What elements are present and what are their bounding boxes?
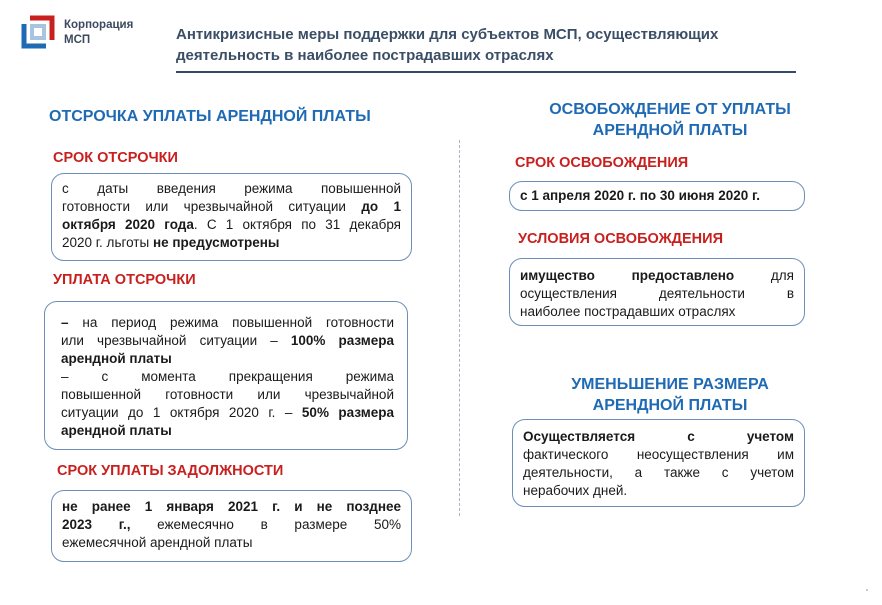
right-section-title xyxy=(520,99,820,141)
deferral-payment-box xyxy=(44,301,408,450)
deferral-payment-heading: УПЛАТА ОТСРОЧКИ xyxy=(53,272,196,288)
exemption-conditions-line: имущество предоставлено для xyxy=(520,268,794,283)
exemption-period-heading: СРОК ОСВОБОЖДЕНИЯ xyxy=(515,155,689,171)
page-title xyxy=(176,24,816,66)
right-section-title-line2: АРЕНДНОЙ ПЛАТЫ xyxy=(592,122,748,139)
reduction-line: фактического неосуществления им xyxy=(523,447,794,462)
logo xyxy=(20,12,170,56)
reduction-section-title-line1: УМЕНЬШЕНИЕ РАЗМЕРА xyxy=(571,376,769,393)
exemption-period-box xyxy=(509,181,805,211)
deferral-payment-line: повышенной готовности или чрезвычайной xyxy=(61,387,394,402)
reduction-line: нерабочих дней. xyxy=(523,483,628,498)
deferral-payment-line: – с момента прекращения режима xyxy=(61,369,394,384)
page-title-line1: Антикризисные меры поддержки для субъектов МСП, осуществляющих xyxy=(176,26,719,43)
column-divider xyxy=(459,140,460,516)
right-section-title-line1: ОСВОБОЖДЕНИЕ ОТ УПЛАТЫ xyxy=(549,101,791,118)
deferral-period-line: готовности или чрезвычайной ситуации до 1 xyxy=(62,199,402,214)
reduction-line: деятельности, а также с учетом xyxy=(523,465,794,480)
debt-payment-line: не ранее 1 января 2021 г. и не позднее xyxy=(62,499,401,514)
header-divider xyxy=(176,71,796,73)
exemption-conditions-box xyxy=(509,258,805,326)
logo-line1: Корпорация xyxy=(64,19,134,31)
page-title-line2: деятельность в наиболее пострадавших отраслях xyxy=(176,47,554,64)
deferral-period-heading: СРОК ОТСРОЧКИ xyxy=(53,150,178,166)
deferral-payment-line: – на период режима повышенной готовности xyxy=(61,315,394,330)
deferral-period-box xyxy=(51,173,412,261)
deferral-payment-line: или чрезвычайной ситуации – 100% размера xyxy=(61,333,394,348)
exemption-conditions-line: осуществления деятельности в xyxy=(520,286,794,301)
page-marker xyxy=(866,589,868,591)
debt-payment-line: 2023 г., ежемесячно в размере 50% xyxy=(62,517,401,532)
debt-payment-box xyxy=(51,490,412,562)
deferral-payment-line: ситуации до 1 октября 2020 г. – 50% размера xyxy=(61,405,394,420)
exemption-period-text: с 1 апреля 2020 г. по 30 июня 2020 г. xyxy=(520,188,761,203)
debt-payment-heading: СРОК УПЛАТЫ ЗАДОЛЖНОСТИ xyxy=(57,463,284,479)
reduction-box xyxy=(512,419,805,507)
debt-payment-line: ежемесячной арендной платы xyxy=(62,535,253,550)
deferral-payment-line: арендной платы xyxy=(61,423,172,438)
reduction-line: Осуществляется с учетом xyxy=(523,429,794,444)
deferral-period-line: октября 2020 года. С 1 октября по 31 декабря xyxy=(62,217,401,232)
deferral-payment-line: арендной платы xyxy=(61,351,172,366)
reduction-section-title-line2: АРЕНДНОЙ ПЛАТЫ xyxy=(592,397,748,414)
exemption-conditions-line: наиболее пострадавших отраслях xyxy=(520,304,736,319)
deferral-period-line: 2020 г. льготы не предусмотрены xyxy=(62,235,280,250)
reduction-section-title xyxy=(520,374,820,416)
left-section-title: ОТСРОЧКА УПЛАТЫ АРЕНДНОЙ ПЛАТЫ xyxy=(49,108,371,125)
logo-text xyxy=(64,18,133,48)
exemption-conditions-heading: УСЛОВИЯ ОСВОБОЖДЕНИЯ xyxy=(518,231,723,247)
logo-line2: МСП xyxy=(64,34,91,46)
corporation-msp-logo-icon xyxy=(20,14,56,50)
deferral-period-line: с даты введения режима повышенной xyxy=(62,181,401,196)
